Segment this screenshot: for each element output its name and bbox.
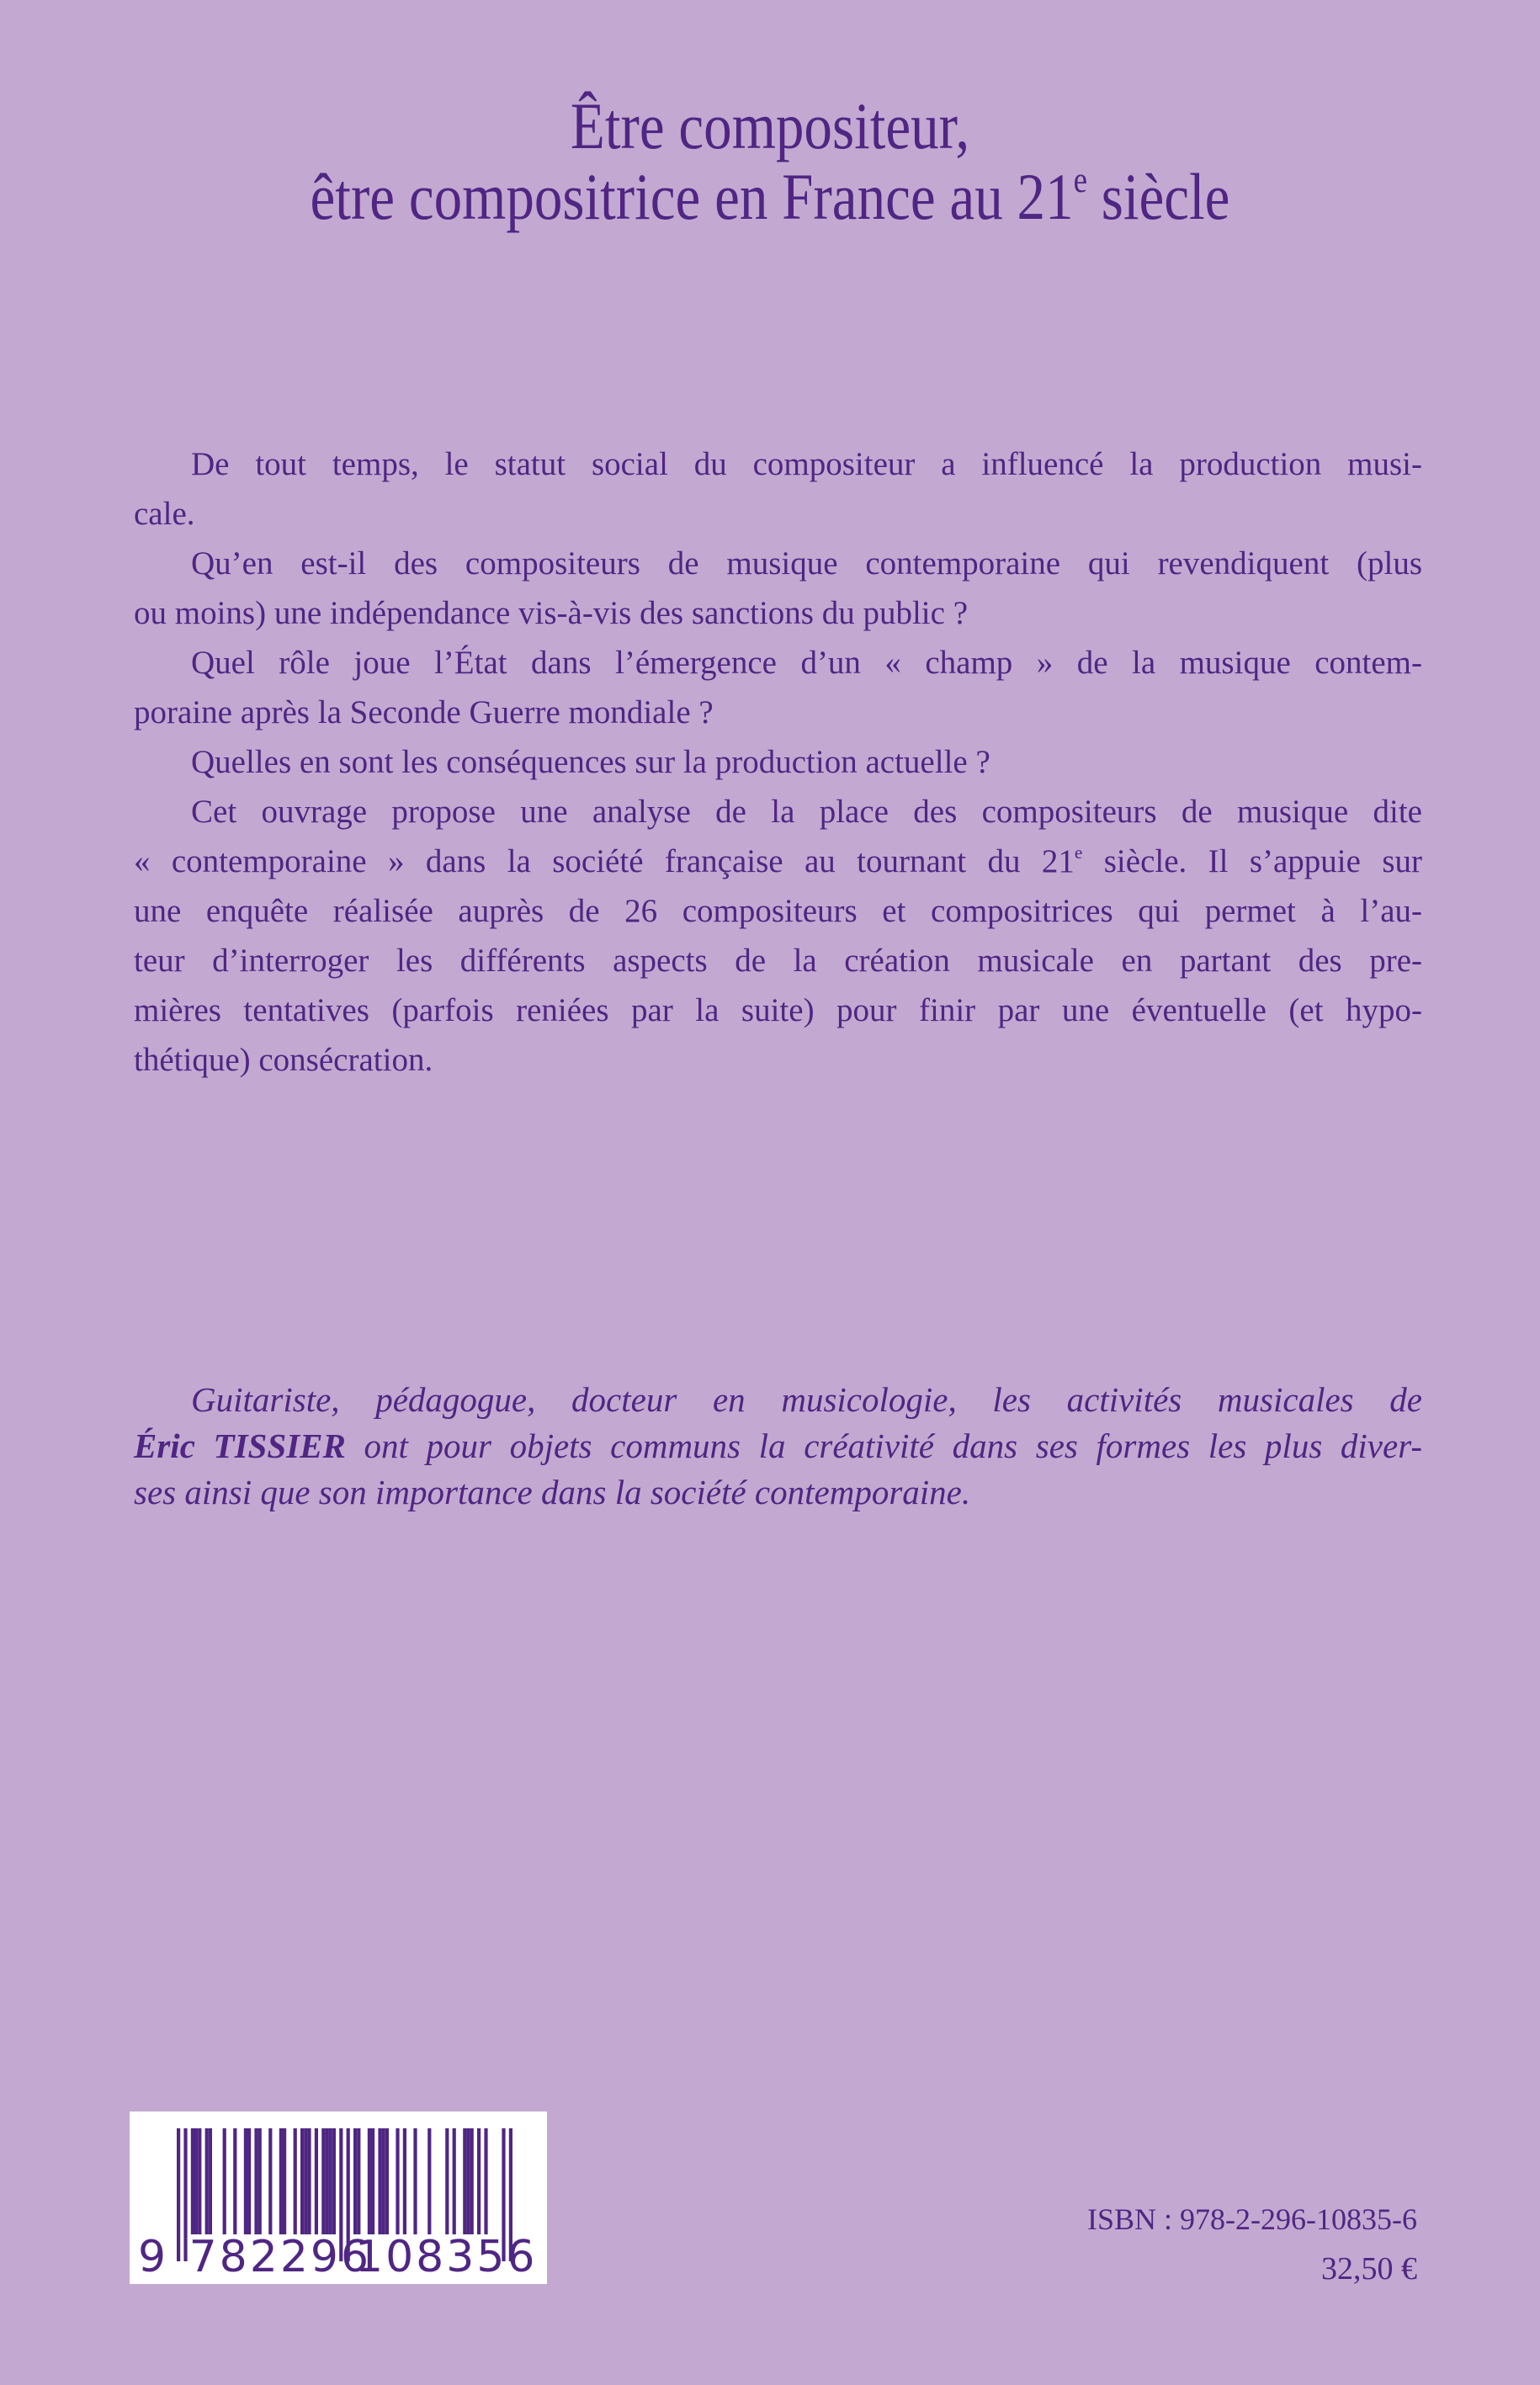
blurb-line: ou moins) une indépendance vis-à-vis des sanctions du public ? (134, 595, 969, 631)
blurb-line: teur d’interroger les différents aspects de la création musicale en partant des pre- (134, 943, 1422, 979)
barcode-bar (177, 2128, 180, 2261)
barcode-bar (396, 2128, 399, 2234)
blurb-line: poraine après la Seconde Guerre mondiale ? (134, 694, 714, 730)
barcode-bar (453, 2128, 456, 2234)
barcode-bar (191, 2128, 194, 2234)
blurb-line: thétique) consécration. (134, 1042, 433, 1078)
barcode-bar (247, 2128, 251, 2234)
barcode-bar (470, 2128, 474, 2234)
blurb-line: mières tentatives (parfois reniées par la suite) pour finir par une éventuelle (et hypo- (134, 992, 1422, 1028)
barcode-bar (321, 2128, 325, 2234)
blurb-text: siècle. Il s’appuie sur (1082, 843, 1422, 879)
barcode-bar (368, 2128, 371, 2234)
blurb-line: Cet ouvrage propose une analyse de la place des compositeurs de musique dite (191, 794, 1422, 830)
barcode-bar (371, 2128, 374, 2234)
barcode-graphic (130, 2111, 547, 2284)
barcode-bar (244, 2128, 247, 2234)
barcode-bar (329, 2128, 332, 2234)
back-cover-blurb (134, 439, 1422, 1085)
barcode-bar (382, 2128, 385, 2234)
barcode-bar (223, 2128, 226, 2234)
barcode-bar (466, 2128, 470, 2234)
barcode-bar (294, 2128, 297, 2234)
barcode-bar (484, 2128, 487, 2234)
barcode-bar (307, 2128, 311, 2234)
barcode-bar (205, 2128, 209, 2234)
barcode-bar (325, 2128, 328, 2234)
barcode-bar (194, 2128, 198, 2234)
barcode-digits: 9 (138, 2232, 169, 2282)
bio-line: ses ainsi que son importance dans la société contemporaine. (134, 1473, 971, 1511)
barcode-bar (254, 2128, 258, 2234)
title-line-2-text: être compositrice en France au 21 (310, 160, 1074, 233)
barcode-bar (233, 2128, 236, 2234)
barcode-bar (378, 2128, 381, 2234)
barcode-bar (353, 2128, 357, 2234)
barcode-bar (403, 2128, 406, 2234)
title-superscript: e (1073, 160, 1087, 200)
barcode-bar (413, 2128, 417, 2234)
barcode-bar (445, 2128, 449, 2234)
title-line-2-end: siècle (1086, 160, 1230, 233)
blurb-line (134, 837, 1422, 886)
blurb-text: « contemporaine » dans la société française au tournant du 21 (134, 843, 1075, 879)
price: 32,50 € (1321, 2251, 1417, 2287)
blurb-line: Quel rôle joue l’État dans l’émergence d’un « champ » de la musique contem- (191, 645, 1422, 681)
barcode-bar (183, 2128, 187, 2261)
barcode-bar (427, 2128, 431, 2234)
book-title (0, 91, 1540, 232)
isbn-number: ISBN : 978-2-296-10835-6 (1087, 2202, 1417, 2236)
barcode-bar (268, 2128, 272, 2234)
author-name: Éric TISSIER (134, 1426, 346, 1465)
barcode-bar (258, 2128, 262, 2234)
bio-line: Guitariste, pédagogue, docteur en musicologie, les activités musicales de (191, 1380, 1422, 1419)
barcode-bar (279, 2128, 283, 2234)
bio-line (134, 1423, 1422, 1469)
blurb-line: Qu’en est-il des compositeurs de musique contemporaine qui revendiquent (plus (191, 545, 1422, 582)
barcode-bar (283, 2128, 286, 2234)
barcode-bar (198, 2128, 201, 2234)
title-line-1: Être compositeur, (570, 89, 970, 162)
barcode-bar (357, 2128, 360, 2234)
barcode-bar (304, 2128, 307, 2234)
title-line-2 (108, 162, 1432, 232)
bio-line-text: ont pour objets communs la créativité dans ses formes les plus diver- (345, 1426, 1422, 1465)
barcode-bar (463, 2128, 466, 2234)
barcode-bar (209, 2128, 212, 2234)
barcode-digits: 108356 (355, 2232, 538, 2282)
barcode-bar (332, 2128, 336, 2234)
blurb-line: cale. (134, 496, 195, 532)
superscript: e (1074, 842, 1083, 863)
author-bio (134, 1377, 1422, 1516)
blurb-line: De tout temps, le statut social du compositeur a influencé la production musi- (191, 446, 1422, 482)
barcode-bar (300, 2128, 304, 2234)
barcode-bar (315, 2128, 318, 2234)
blurb-line: une enquête réalisée auprès de 26 compositeurs et compositrices qui permet à l’au- (134, 893, 1422, 929)
barcode-digits: 782296 (189, 2232, 372, 2282)
barcode-bar (385, 2128, 389, 2234)
barcode-bar (477, 2128, 481, 2234)
blurb-line: Quelles en sont les conséquences sur la production actuelle ? (191, 744, 990, 780)
isbn-barcode (130, 2111, 547, 2284)
